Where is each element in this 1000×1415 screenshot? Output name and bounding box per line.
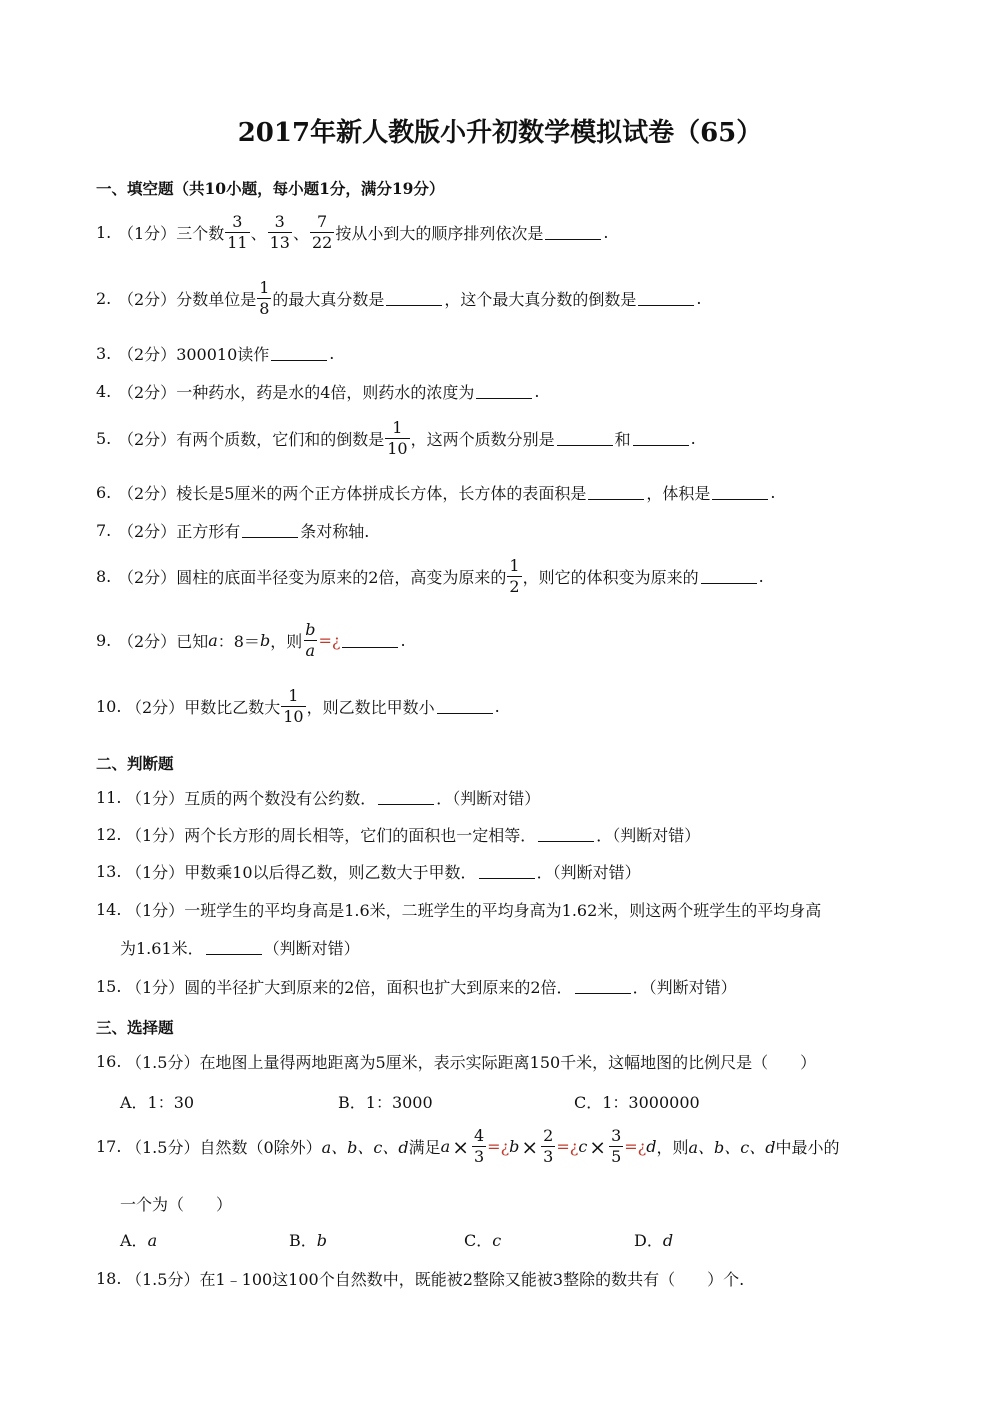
fraction-1-2: $\frac{1}{2}$ <box>509 556 520 596</box>
answer-blank[interactable] <box>271 359 327 361</box>
question-number: 12. <box>96 825 122 844</box>
page-title: 2017年新人教版小升初数学模拟试卷（65） <box>237 118 763 148</box>
question-score: （1分） <box>126 901 185 920</box>
question-number: 17. <box>96 1137 122 1156</box>
question-score: （2分） <box>118 484 177 503</box>
option-a[interactable]: A．1：30 <box>120 1093 195 1112</box>
option-b[interactable]: B．1：3000 <box>338 1093 433 1112</box>
question-text: 和 <box>614 430 631 449</box>
fraction-3-13: $\frac{3}{13}$ <box>269 212 290 252</box>
answer-blank[interactable] <box>633 444 689 446</box>
question-score: （2分） <box>118 290 177 309</box>
var-a: a <box>208 631 218 650</box>
option-b[interactable]: B．b <box>289 1231 328 1250</box>
question-text: ，则 <box>656 1138 689 1157</box>
section-heading-multiple-choice: 三、选择题 <box>96 1018 174 1037</box>
question-text: ，体积是 <box>646 484 711 503</box>
section-heading-fill-blank: 一、填空题（共10小题，每小题1分，满分19分） <box>96 179 445 198</box>
question-10 <box>96 688 500 725</box>
answer-blank[interactable] <box>588 498 644 500</box>
question-score: （1.5分） <box>126 1138 200 1157</box>
question-score: （2分） <box>118 430 177 449</box>
fraction-4-3: $\frac{4}{3}$ <box>473 1126 485 1166</box>
answer-blank[interactable] <box>479 877 535 879</box>
fraction-2-3: $\frac{2}{3}$ <box>543 1126 554 1166</box>
question-2 <box>96 280 702 317</box>
inverted-question-glyph: ¿ <box>500 1137 510 1156</box>
question-text: 按从小到大的顺序排列依次是 <box>335 224 544 243</box>
math-text: ：8＝ <box>217 632 260 651</box>
answer-blank[interactable] <box>206 953 262 955</box>
question-3 <box>96 342 334 365</box>
answer-blank[interactable] <box>575 992 631 994</box>
fraction-7-22: $\frac{7}{22}$ <box>311 212 333 252</box>
question-text: 满足 <box>408 1138 441 1157</box>
question-tail: ．（判断对错） <box>632 978 737 997</box>
answer-blank[interactable] <box>557 444 613 446</box>
answer-blank[interactable] <box>476 397 532 399</box>
times-sign: × <box>521 1134 539 1159</box>
question-6 <box>96 481 775 504</box>
question-text: 的最大真分数是 <box>272 290 385 309</box>
times-sign: × <box>452 1134 469 1159</box>
question-8 <box>96 558 764 595</box>
question-score: （2分） <box>118 632 177 651</box>
question-text: 300010读作 <box>176 345 270 364</box>
period: . <box>690 429 696 448</box>
question-text: 正方形有 <box>176 522 241 541</box>
question-number: 2. <box>96 289 112 308</box>
question-text: 圆的半径扩大到原来的2倍，面积也扩大到原来的2倍． <box>184 978 573 997</box>
question-12 <box>96 823 700 846</box>
answer-blank[interactable] <box>378 803 434 805</box>
period: . <box>758 567 764 586</box>
variables-list: a、b、c、d <box>688 1138 776 1157</box>
period: . <box>494 697 500 716</box>
question-text: 一班学生的平均身高是1.6米，二班学生的平均身高为1.62米，则这两个班学生的平均身高 <box>184 901 822 920</box>
question-number: 9. <box>96 631 112 650</box>
question-text: 甲数比乙数大 <box>184 698 281 717</box>
question-score: （1分） <box>126 789 185 808</box>
inverted-question-glyph: ¿ <box>569 1137 579 1156</box>
question-tail: （判断对错） <box>263 939 360 958</box>
answer-blank[interactable] <box>701 582 757 584</box>
question-text: 分数单位是 <box>176 290 257 309</box>
question-text: 甲数乘10以后得乙数，则乙数大于甲数． <box>184 863 477 882</box>
equals-sign: = <box>624 1137 638 1156</box>
question-17-line-2 <box>120 1192 232 1215</box>
question-tail: ．（判断对错） <box>436 789 541 808</box>
period: . <box>329 344 335 363</box>
question-text: 有两个质数，它们和的倒数是 <box>176 430 385 449</box>
question-text: 在地图上量得两地距离为5厘米，表示实际距离150千米，这幅地图的比例尺是（ ） <box>199 1053 817 1072</box>
answer-blank[interactable] <box>545 238 601 240</box>
question-text: 两个长方形的周长相等，它们的面积也一定相等． <box>184 826 537 845</box>
question-score: （1.5分） <box>126 1053 200 1072</box>
answer-blank[interactable] <box>342 646 398 648</box>
question-15 <box>96 975 737 998</box>
question-number: 6. <box>96 483 112 502</box>
equals-sign: = <box>318 631 332 650</box>
question-number: 16. <box>96 1052 122 1071</box>
question-text: 条对称轴. <box>300 522 370 541</box>
answer-blank[interactable] <box>242 536 298 538</box>
question-14-line-2 <box>120 936 360 959</box>
question-score: （1分） <box>126 826 185 845</box>
question-text: ，则它的体积变为原来的 <box>522 568 699 587</box>
var-b: b <box>259 631 271 650</box>
period: . <box>400 631 406 650</box>
question-text: 自然数（0除外） <box>199 1138 322 1157</box>
var-d: d <box>646 1137 657 1156</box>
separator: 、 <box>250 224 267 243</box>
question-number: 18. <box>96 1269 122 1288</box>
answer-blank[interactable] <box>437 712 493 714</box>
question-5 <box>96 420 696 457</box>
question-17 <box>96 1128 840 1165</box>
option-d[interactable]: D．d <box>634 1231 674 1250</box>
question-number: 1. <box>96 223 112 242</box>
question-13 <box>96 860 641 883</box>
question-number: 8. <box>96 567 112 586</box>
question-18 <box>96 1267 744 1290</box>
period: . <box>603 223 609 242</box>
fraction-1-10: $\frac{1}{10}$ <box>283 686 304 726</box>
question-number: 4. <box>96 382 112 401</box>
question-text: 一种药水，药是水的4倍，则药水的浓度为 <box>176 383 475 402</box>
question-text: 为1.61米． <box>120 939 204 958</box>
period: . <box>534 382 540 401</box>
question-text: 三个数 <box>176 224 225 243</box>
period: . <box>696 289 702 308</box>
answer-blank[interactable] <box>386 304 442 306</box>
inverted-question-glyph: ¿ <box>331 631 341 650</box>
var-a: a <box>440 1137 451 1156</box>
question-text: ，这两个质数分别是 <box>410 430 555 449</box>
var-c: c <box>578 1137 588 1156</box>
question-14 <box>96 898 821 921</box>
question-score: （2分） <box>118 345 177 364</box>
question-text: ，则 <box>270 632 303 651</box>
answer-blank[interactable] <box>538 840 594 842</box>
question-score: （2分） <box>118 383 177 402</box>
question-number: 14. <box>96 900 122 919</box>
question-score: （1分） <box>126 863 185 882</box>
fraction-1-8: $\frac{1}{8}$ <box>259 278 270 318</box>
question-text: 中最小的 <box>775 1138 840 1157</box>
question-number: 3. <box>96 344 112 363</box>
question-1 <box>96 214 608 251</box>
question-tail: ．（判断对错） <box>536 863 641 882</box>
question-7 <box>96 519 369 542</box>
question-11 <box>96 786 540 809</box>
question-tail: ．（判断对错） <box>596 826 701 845</box>
fraction-3-11: $\frac{3}{11}$ <box>227 212 248 252</box>
answer-blank[interactable] <box>712 498 768 500</box>
question-text: ，则乙数比甲数小 <box>306 698 435 717</box>
separator: 、 <box>292 224 309 243</box>
equals-sign: = <box>487 1137 501 1156</box>
question-text: 圆柱的底面半径变为原来的2倍，高变为原来的 <box>176 568 507 587</box>
option-a[interactable]: A．a <box>120 1231 158 1250</box>
var-b: b <box>509 1137 520 1156</box>
question-text: 互质的两个数没有公约数． <box>184 789 377 808</box>
question-text: 一个为（ ） <box>120 1195 233 1214</box>
question-16 <box>96 1050 816 1073</box>
option-c[interactable]: C．c <box>464 1231 502 1250</box>
fraction-b-a: $\frac{b}{a}$ <box>305 620 316 660</box>
question-number: 7. <box>96 521 112 540</box>
question-text: 已知 <box>176 632 209 651</box>
question-number: 10. <box>96 697 122 716</box>
answer-blank[interactable] <box>638 304 694 306</box>
question-score: （2分） <box>126 698 185 717</box>
option-c[interactable]: C．1：3000000 <box>574 1093 700 1112</box>
section-heading-true-false: 二、判断题 <box>96 754 174 773</box>
question-number: 13. <box>96 862 122 881</box>
question-number: 5. <box>96 429 112 448</box>
question-4 <box>96 380 539 403</box>
question-text: ，这个最大真分数的倒数是 <box>444 290 637 309</box>
question-number: 15. <box>96 977 122 996</box>
question-text: 在1﹣100这100个自然数中，既能被2整除又能被3整除的数共有（ ）个. <box>199 1270 745 1289</box>
question-score: （2分） <box>118 568 177 587</box>
times-sign: × <box>589 1134 607 1159</box>
variables-list: a、b、c、d <box>321 1138 409 1157</box>
question-text: 棱长是5厘米的两个正方体拼成长方体，长方体的表面积是 <box>176 484 587 503</box>
period: . <box>770 483 776 502</box>
question-number: 11. <box>96 788 122 807</box>
question-score: （1分） <box>118 224 177 243</box>
equals-sign: = <box>556 1137 570 1156</box>
question-score: （1分） <box>126 978 185 997</box>
question-score: （1.5分） <box>126 1270 200 1289</box>
question-9 <box>96 622 406 659</box>
fraction-3-5: $\frac{3}{5}$ <box>611 1126 622 1166</box>
question-score: （2分） <box>118 522 177 541</box>
fraction-1-10: $\frac{1}{10}$ <box>387 418 408 458</box>
inverted-question-glyph: ¿ <box>637 1137 647 1156</box>
